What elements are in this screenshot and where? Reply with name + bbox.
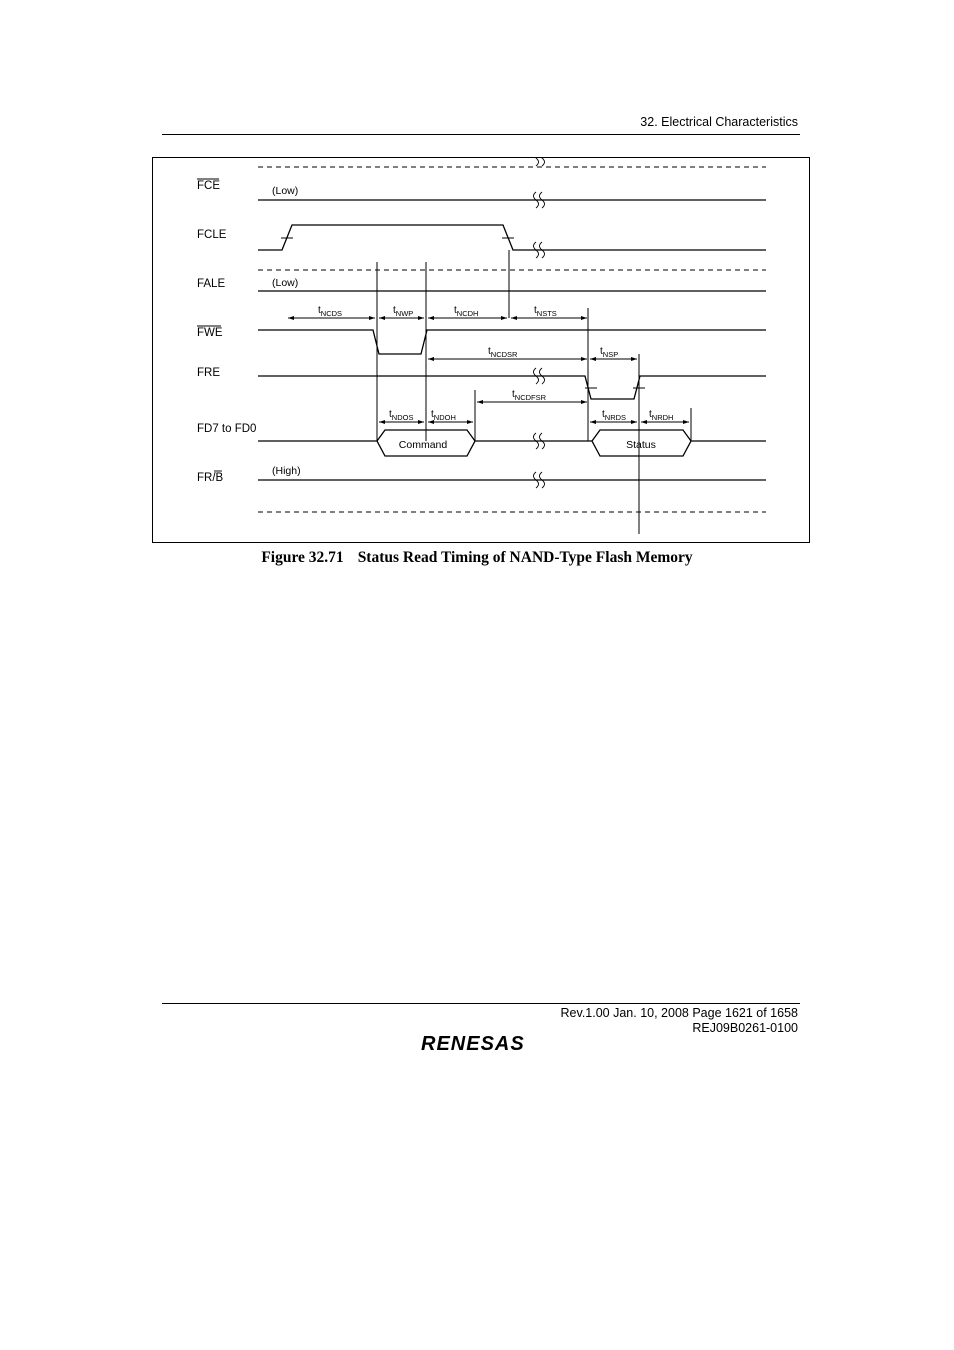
frb-state-label: (High)	[272, 465, 301, 477]
signal-frb: FR/B	[197, 472, 224, 484]
break-marks	[534, 158, 545, 488]
dimension-arrowheads	[288, 316, 689, 424]
bus-command-label: Command	[398, 439, 448, 451]
footer-document-code: REJ09B0261-0100	[692, 1021, 798, 1035]
signal-fre: FRE	[197, 367, 220, 379]
timing-diagram	[153, 158, 809, 542]
fd-bus-waveform	[258, 430, 766, 456]
signal-fce: FCE	[197, 180, 220, 192]
figure-number: Figure 32.71	[261, 549, 344, 566]
timing-label-nwp: $t_{NWP}$	[393, 305, 414, 318]
fale-state-label: (Low)	[272, 277, 299, 289]
bus-status-label: Status	[626, 439, 656, 451]
signal-fcle: FCLE	[197, 229, 227, 241]
timing-label-ncdsr: $t_{NCDSR}$	[488, 346, 518, 359]
timing-label-nsts: $t_{NSTS}$	[534, 305, 557, 318]
timing-diagram-figure	[152, 157, 810, 543]
footer	[561, 1006, 798, 1036]
section-header: 32. Electrical Characteristics	[640, 115, 798, 129]
signal-fwe: FWE	[197, 327, 223, 339]
renesas-logo	[419, 1030, 543, 1061]
timing-label-ncds: $t_{NCDS}$	[318, 305, 343, 318]
footer-rule	[162, 1003, 800, 1004]
header-rule	[162, 134, 800, 135]
footer-revision: Rev.1.00 Jan. 10, 2008 Page 1621 of 1658	[560, 1006, 798, 1020]
fce-state-label: (Low)	[272, 185, 299, 197]
figure-caption	[0, 549, 954, 567]
timing-label-ndoh: $t_{NDOH}$	[431, 409, 456, 422]
logo-text: RENESAS	[421, 1033, 525, 1055]
timing-label-ndos: $t_{NDOS}$	[389, 409, 414, 422]
timing-label-ncdh: $t_{NCDH}$	[454, 305, 479, 318]
figure-title: Status Read Timing of NAND-Type Flash Memory	[357, 549, 693, 566]
timing-label-nrdh: $t_{NRDH}$	[649, 409, 674, 422]
timing-label-nsp: $t_{NSP}$	[600, 346, 619, 359]
signal-fd: FD7 to FD0	[197, 423, 257, 435]
signal-fale: FALE	[197, 278, 226, 290]
timing-label-ncdfsr: $t_{NCDFSR}$	[512, 389, 547, 402]
timing-label-nrds: $t_{NRDS}$	[602, 409, 627, 422]
